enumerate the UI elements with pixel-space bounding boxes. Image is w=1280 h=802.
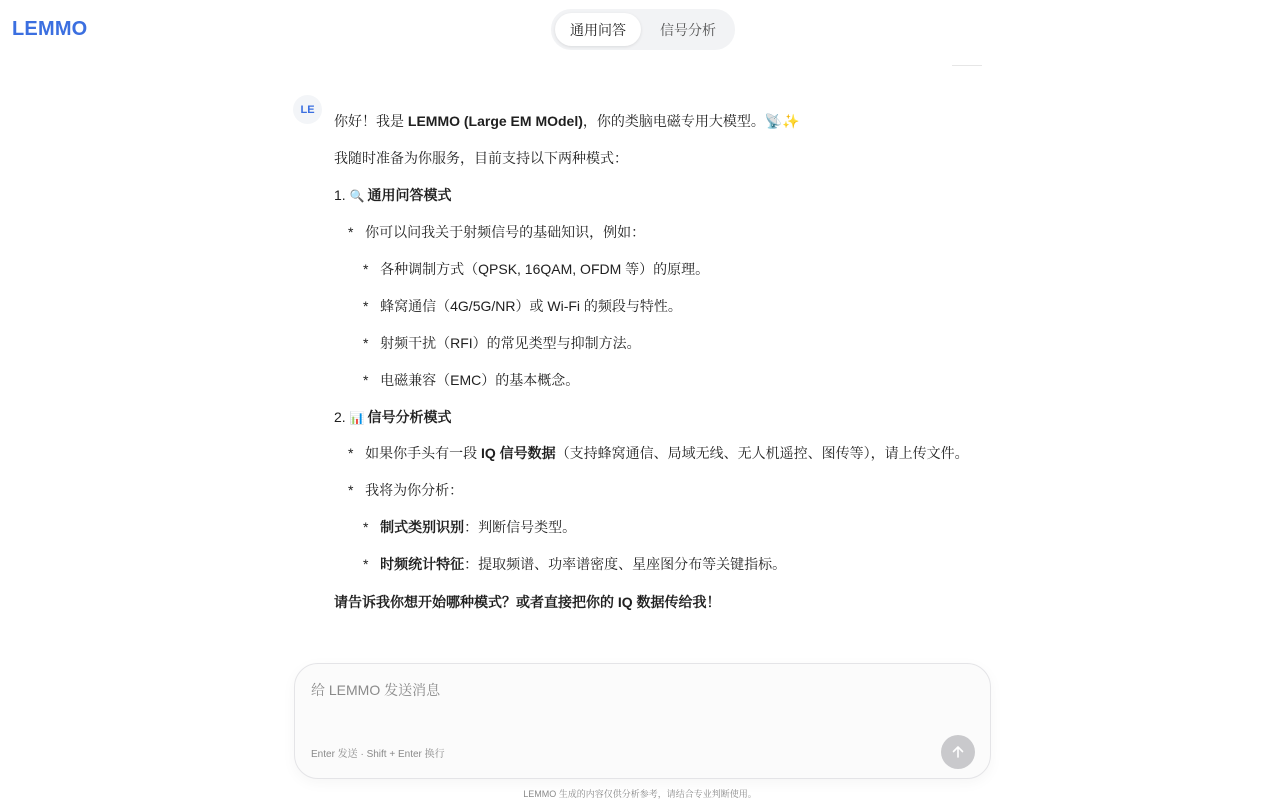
bullet-marker: * xyxy=(348,224,354,240)
magnifier-icon: 🔍 xyxy=(349,189,365,203)
bullet-marker: * xyxy=(348,445,354,461)
list-item xyxy=(363,518,576,536)
list-item-text: 射频干扰（RFI）的常见类型与抑制方法。 xyxy=(380,335,641,351)
list-item-bold: 制式类别识别 xyxy=(380,519,465,535)
bullet-marker: * xyxy=(363,298,369,314)
send-button[interactable] xyxy=(941,735,975,769)
list-item xyxy=(363,334,641,352)
arrow-up-icon xyxy=(951,745,965,759)
bullet-marker: * xyxy=(363,335,369,351)
section-1-title: 通用问答模式 xyxy=(367,187,452,203)
keyboard-hint: Enter 发送 · Shift + Enter 换行 xyxy=(311,749,445,760)
bar-chart-icon: 📊 xyxy=(349,411,365,425)
list-item-text: 电磁兼容（EMC）的基本概念。 xyxy=(380,372,580,388)
tab-general-qa[interactable]: 通用问答 xyxy=(555,13,641,46)
message-input[interactable] xyxy=(311,682,911,698)
list-item-text: 如果你手头有一段 xyxy=(365,445,482,461)
list-item-text: 各种调制方式（QPSK, 16QAM, OFDM 等）的原理。 xyxy=(380,261,710,277)
app-logo[interactable]: LEMMO xyxy=(12,18,88,40)
message-composer xyxy=(294,663,991,779)
section-1-number: 1. xyxy=(334,187,346,203)
list-item xyxy=(363,555,786,573)
list-item-text: （支持蜂窝通信、局域无线、无人机遥控、图传等），请上传文件。 xyxy=(555,445,969,461)
tab-signal-analysis[interactable]: 信号分析 xyxy=(660,21,716,38)
bullet-marker: * xyxy=(363,519,369,535)
list-item xyxy=(363,260,709,278)
section-2-number: 2. xyxy=(334,409,346,425)
list-item-text: 你可以问我关于射频信号的基础知识，例如： xyxy=(365,224,646,240)
list-item-text: ：提取频谱、功率谱密度、星座图分布等关键指标。 xyxy=(464,556,787,572)
section-2-heading xyxy=(334,408,451,427)
greeting-suffix: ，你的类脑电磁专用大模型。 xyxy=(582,113,765,129)
assistant-avatar: LE xyxy=(293,95,322,124)
greeting-line xyxy=(334,112,800,130)
satellite-sparkle-icon: 📡✨ xyxy=(764,113,800,129)
list-item xyxy=(348,223,645,241)
list-item-bold: IQ 信号数据 xyxy=(481,445,556,461)
bullet-marker: * xyxy=(363,372,369,388)
list-item xyxy=(348,481,463,499)
bullet-marker: * xyxy=(363,261,369,277)
section-2-title: 信号分析模式 xyxy=(367,409,452,425)
bullet-marker: * xyxy=(348,482,354,498)
greeting-prefix: 你好！我是 xyxy=(334,113,408,129)
model-name: LEMMO (Large EM MOdel) xyxy=(407,113,583,129)
divider xyxy=(952,65,982,66)
closing-line: 请告诉我你想开始哪种模式？或者直接把你的 IQ 数据传给我！ xyxy=(334,594,721,610)
section-1-heading xyxy=(334,186,451,205)
list-item xyxy=(348,444,969,462)
list-item-text: 蜂窝通信（4G/5G/NR）或 Wi-Fi 的频段与特性。 xyxy=(380,298,682,314)
list-item xyxy=(363,371,579,389)
list-item-text: ：判断信号类型。 xyxy=(464,519,577,535)
list-item-bold: 时频统计特征 xyxy=(380,556,465,572)
intro-line: 我随时准备为你服务，目前支持以下两种模式： xyxy=(334,150,628,166)
bullet-marker: * xyxy=(363,556,369,572)
list-item xyxy=(363,297,682,315)
list-item-text: 我将为你分析： xyxy=(365,482,464,498)
mode-switch xyxy=(551,9,735,50)
disclaimer: LEMMO 生成的内容仅供分析参考，请结合专业判断使用。 xyxy=(523,789,757,799)
